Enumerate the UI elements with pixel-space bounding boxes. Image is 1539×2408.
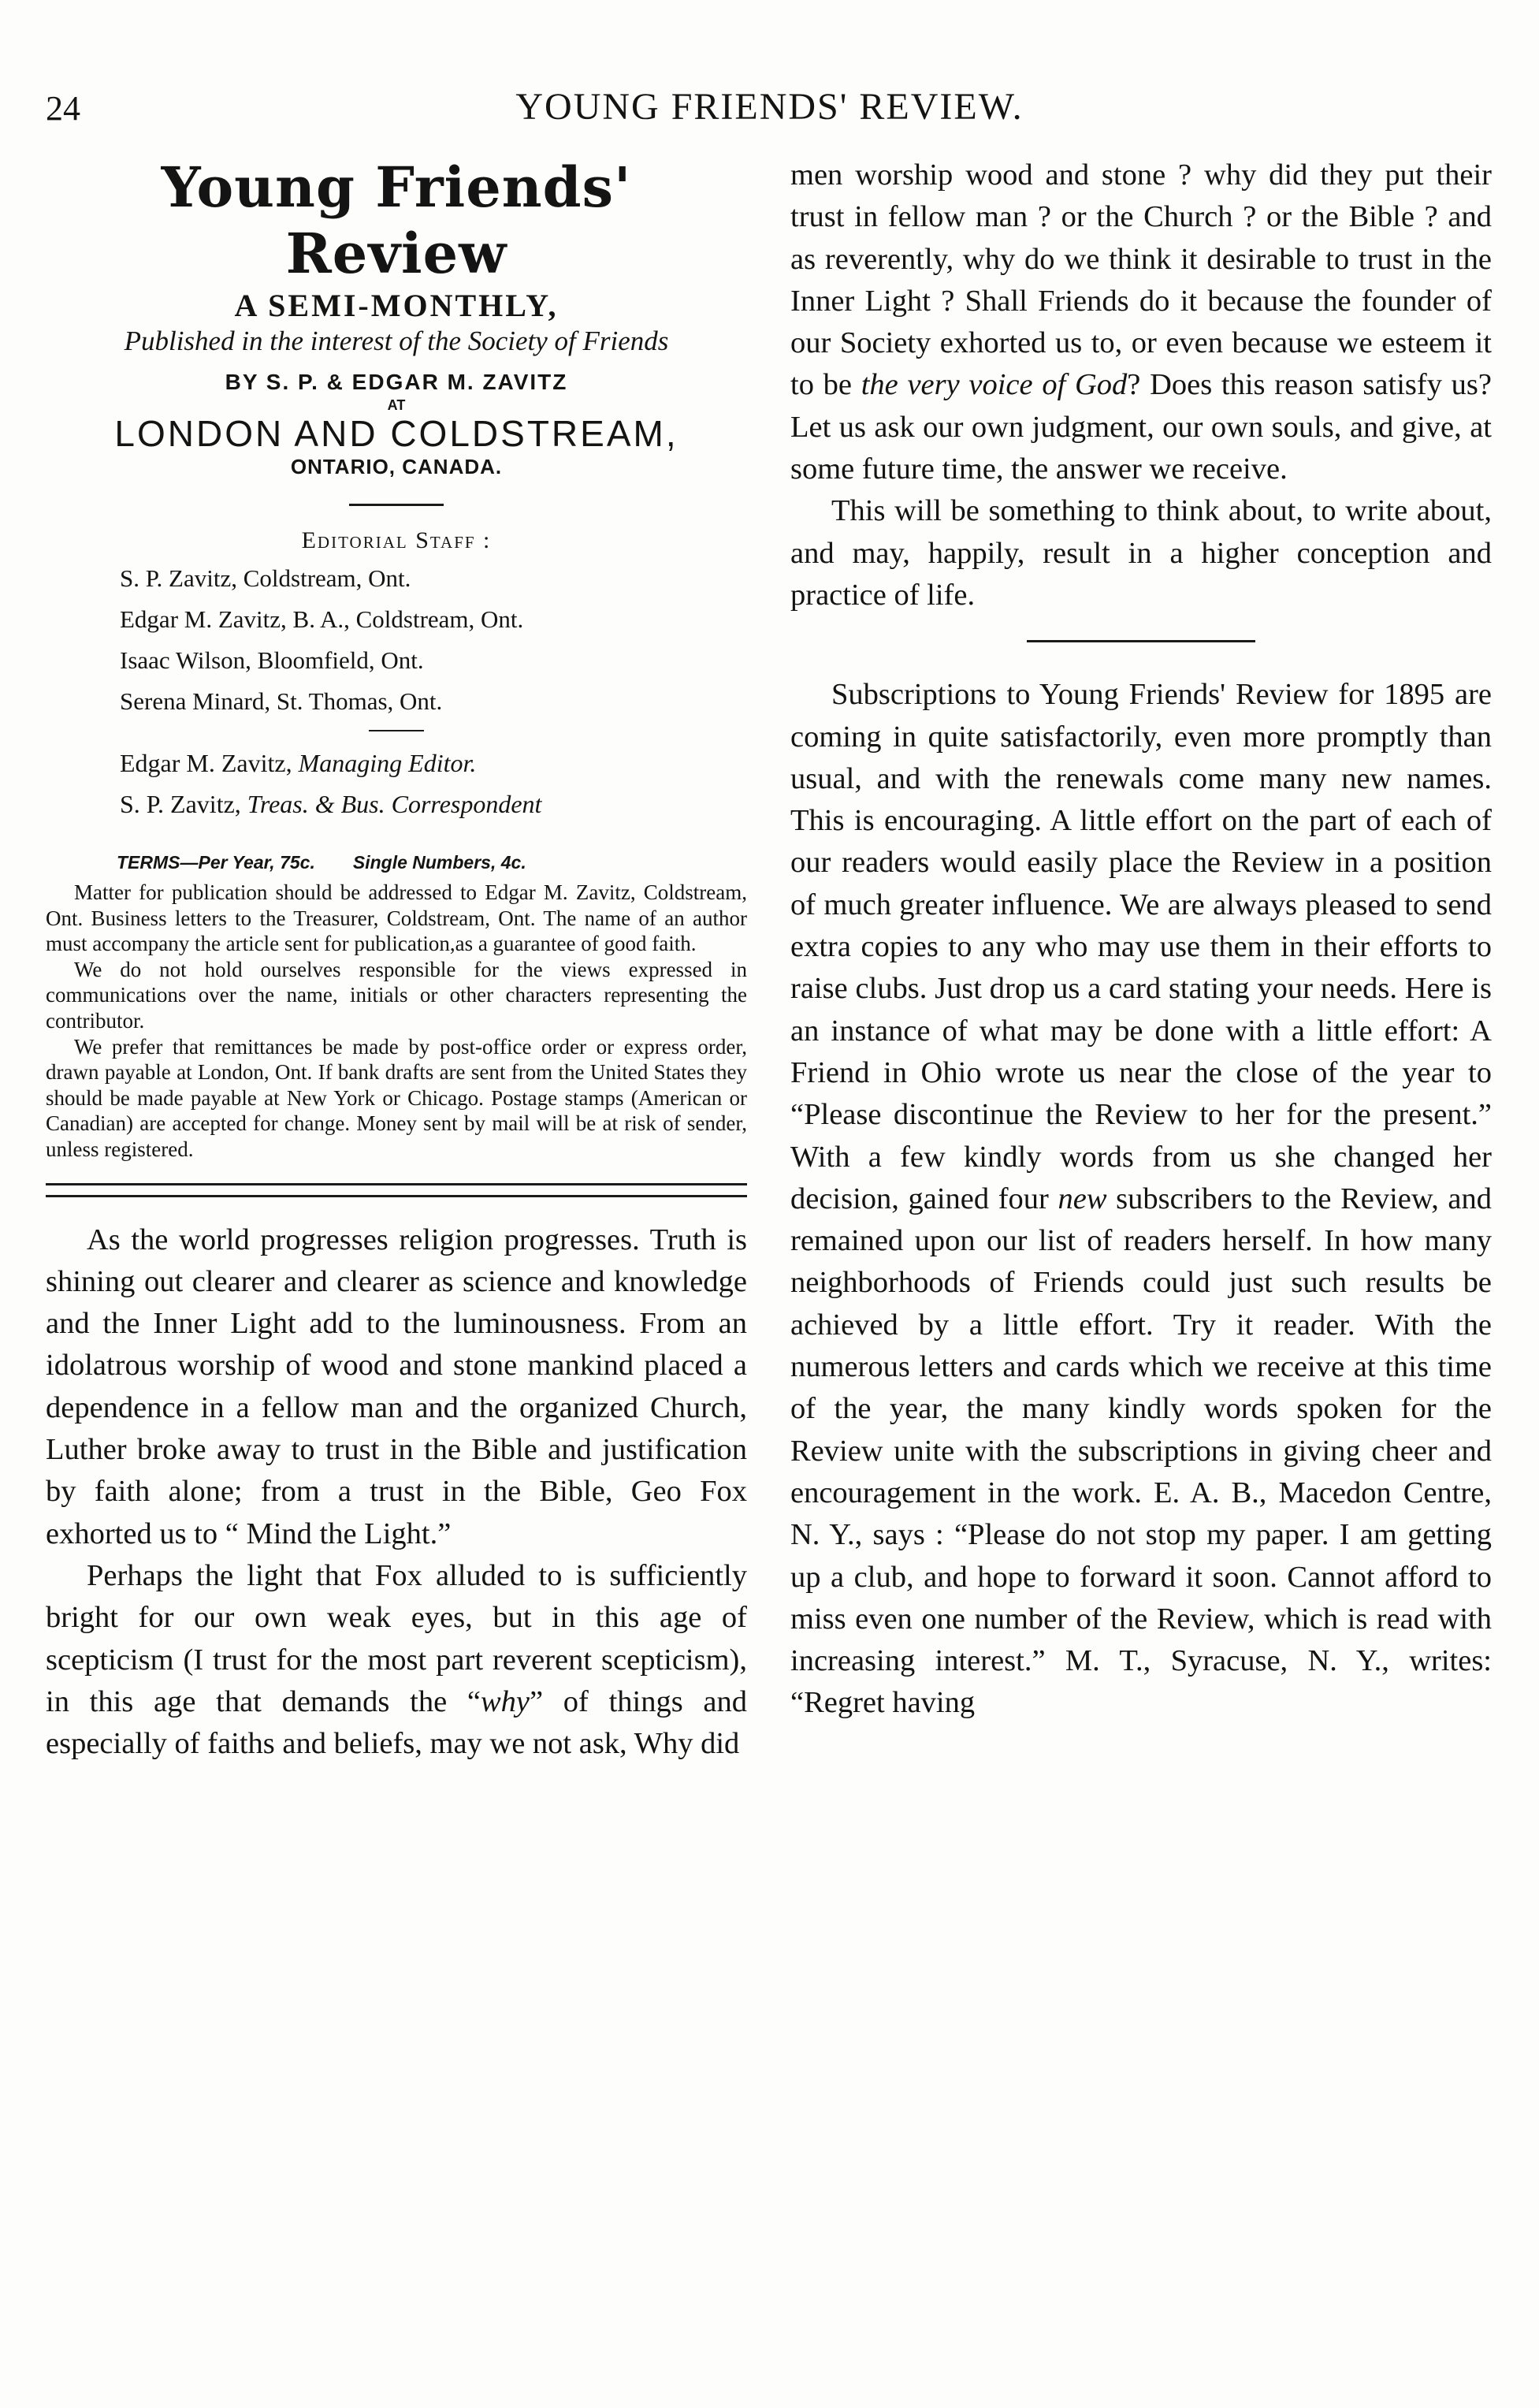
terms-single: Single Numbers, 4c. (352, 852, 526, 873)
notice-paragraph: We prefer that remittances be made by post-office order or express order, drawn payable at London, Ont. If bank drafts are sent from the United States they should be made payable at New York or Chicago. Postage stamps (American or Canadian) are accepted for change. Money sent by mail will be at risk of sender, unless registered. (46, 1034, 747, 1161)
notice-paragraph: Matter for publication should be addressed to Edgar M. Zavitz, Coldstream, Ont. Business letters to the Treasurer, Coldstream, Ont. The name of an author must accompany the article sent for publication,as a guarantee of good faith. (46, 880, 747, 956)
masthead (46, 154, 747, 478)
text-run: Perhaps the light that Fox alluded to is sufficiently bright for our own weak eyes, but in this age of scepticism (I trust for the most part reverent scepticism), in this age that demands the “ (46, 1558, 747, 1718)
masthead-at: AT (387, 397, 406, 413)
terms-yearly: TERMS—Per Year, 75c. (117, 852, 315, 873)
staff-member: Edgar M. Zavitz, B. A., Coldstream, Ont. (120, 605, 524, 633)
editorial-staff (46, 523, 747, 824)
masthead-place: LONDON AND COLDSTREAM, (114, 413, 678, 454)
managing-editor (46, 742, 747, 783)
divider (1027, 640, 1255, 642)
treasurer-name: S. P. Zavitz, (120, 790, 241, 818)
article-paragraph (46, 1555, 747, 1765)
terms (46, 848, 747, 876)
text-run: ? Does this reason satisfy us? Let us ask our own judgment, our own souls, and give, at some future time, the answer we receive. (790, 368, 1492, 486)
page-number: 24 (46, 89, 80, 128)
italic-text: the very voice of God (861, 368, 1128, 402)
italic-text: new (1058, 1182, 1107, 1215)
italic-text: why (480, 1684, 530, 1718)
masthead-published: Published in the interest of the Society of Friends (124, 326, 669, 356)
masthead-region: ONTARIO, CANADA. (290, 455, 503, 478)
right-column (790, 154, 1492, 1725)
left-column (46, 154, 747, 1765)
masthead-title: Young Friends' Review (161, 154, 632, 286)
double-divider (46, 1183, 747, 1197)
treasurer-role: Treas. & Bus. Correspondent (247, 790, 542, 818)
staff-member: Isaac Wilson, Bloomfield, Ont. (120, 646, 424, 674)
staff-member: Serena Minard, St. Thomas, Ont. (120, 687, 443, 715)
text-run: subscribers to the Review, and remained upon our list of readers herself. In how many neighborhoods of Friends could just such results be achieved by a little effort. Try it reader. With the numerous letters and cards which we receive at this time of the year, the many kindly words spoken for the Review unite with the subscriptions in giving cheer and encouragement in the work. E. A. B., Macedon Centre, N. Y., says : “Please do not stop my paper. I am getting up a club, and hope to forward it soon. Cannot afford to miss even one number of the Review, which is read with increasing interest.” M. T., Syracuse, N. Y., writes: “Regret having (790, 1182, 1492, 1720)
divider (369, 730, 424, 731)
subscriptions-paragraph (790, 674, 1492, 1724)
text-run: Subscriptions to Young Friends' Review for 1895 are coming in quite satisfactorily, even more promptly than usual, and with the renewals come many new names. This is encouraging. A little effort on the part of each of our readers would easily place the Review in a position of much greater influence. We are always pleased to send extra copies to any who may use them in their efforts to raise clubs. Just drop us a card stating your needs. Here is an instance of what may be done with a little effort: A Friend in Ohio wrote us near the close of the year to “Please discontinue the Review to her for the present.” With a few kindly words from us she changed her decision, gained four (790, 678, 1492, 1215)
article-paragraph: This will be something to think about, to write about, and may, happily, result in a higher conception and practice of life. (790, 494, 1492, 612)
text-run: ” of things and especially of faiths and beliefs, may we not ask, Why did (46, 1684, 747, 1761)
text-run: men worship wood and stone ? why did they put their trust in fellow man ? or the Church ? or the Bible ? and as reverently, why do we think it desirable to trust in the Inner Light ? Shall Friends do it because the founder of our Society exhorted us to, or even because we esteem it to be (790, 158, 1492, 402)
notice-paragraph: We do not hold ourselves responsible for the views expressed in communications over the name, initials or other characters representing the contributor. (46, 957, 747, 1033)
masthead-publishers: BY S. P. & EDGAR M. ZAVITZ (225, 370, 568, 394)
staff-heading: Editorial Staff : (301, 527, 492, 553)
divider (349, 504, 444, 506)
article-paragraph (790, 154, 1492, 490)
managing-editor-role: Managing Editor. (298, 749, 477, 777)
staff-member: S. P. Zavitz, Coldstream, Ont. (120, 564, 411, 592)
managing-editor-name: Edgar M. Zavitz, (120, 749, 292, 777)
masthead-subtitle: A SEMI-MONTHLY, (234, 288, 559, 323)
treasurer (46, 783, 747, 824)
running-title: YOUNG FRIENDS' REVIEW. (515, 86, 1024, 128)
article-paragraph: As the world progresses religion progresses. Truth is shining out clearer and clearer as science and knowledge and the Inner Light add to the luminousness. From an idolatrous worship of wood and stone mankind placed a dependence in a fellow man and the organized Church, Luther broke away to trust in the Bible and justification by faith alone; from a trust in the Bible, Geo Fox exhorted us to “ Mind the Light.” (46, 1223, 747, 1550)
